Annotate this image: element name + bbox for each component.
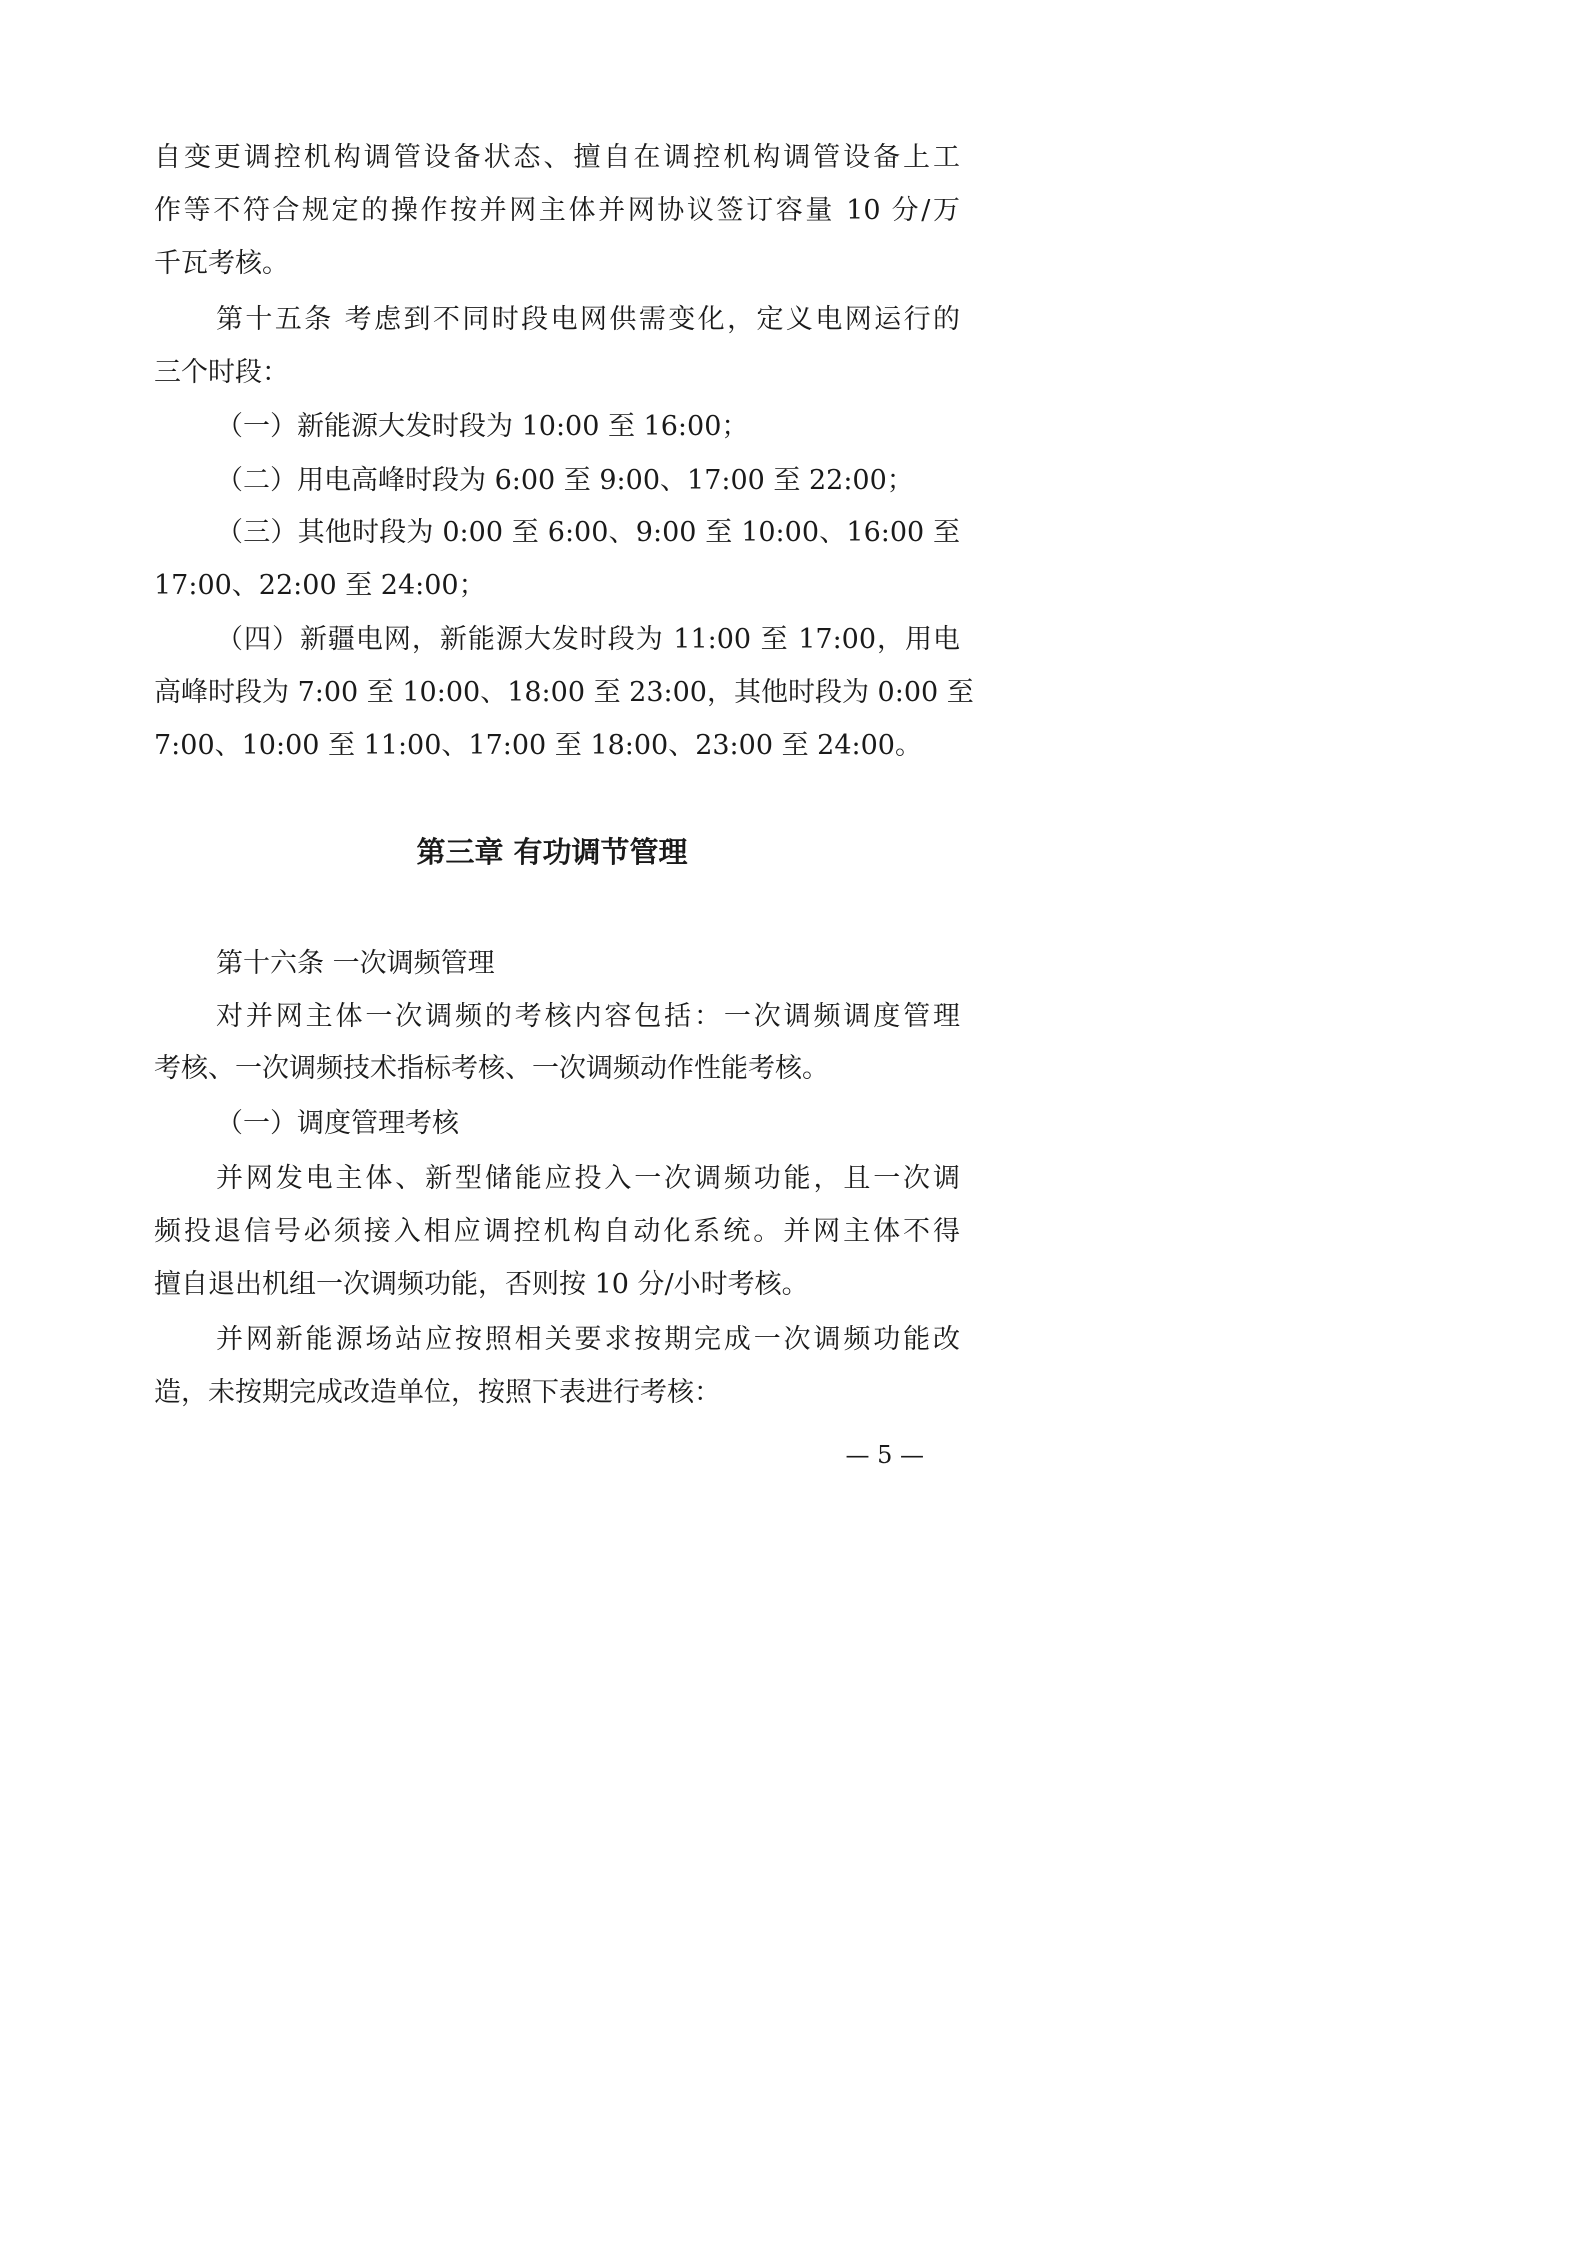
- paragraph-line: 7:00、10:00 至 11:00、17:00 至 18:00、23:00 至 24:00。: [154, 730, 922, 761]
- paragraph-line: 作等不符合规定的操作按并网主体并网协议签订容量 10 分/万: [154, 195, 960, 226]
- subsection-heading: （一）调度管理考核: [216, 1108, 459, 1139]
- paragraph-line: 千瓦考核。: [154, 248, 289, 279]
- paragraph-line: 三个时段：: [154, 357, 289, 388]
- list-item-2: （二）用电高峰时段为 6:00 至 9:00、17:00 至 22:00；: [216, 465, 914, 496]
- page-number: — 5 —: [845, 1441, 924, 1469]
- paragraph-line: 并网发电主体、新型储能应投入一次调频功能，且一次调: [216, 1163, 960, 1194]
- paragraph-line: 并网新能源场站应按照相关要求按期完成一次调频功能改: [216, 1324, 960, 1355]
- paragraph-line: 17:00、22:00 至 24:00；: [154, 570, 486, 601]
- list-item-4: （四）新疆电网，新能源大发时段为 11:00 至 17:00，用电: [216, 624, 960, 655]
- article-15-line: 第十五条 考虑到不同时段电网供需变化，定义电网运行的: [216, 304, 960, 335]
- paragraph-line: 高峰时段为 7:00 至 10:00、18:00 至 23:00，其他时段为 0:00 至: [154, 677, 974, 708]
- list-item-1: （一）新能源大发时段为 10:00 至 16:00；: [216, 411, 749, 442]
- paragraph-line: 造，未按期完成改造单位，按照下表进行考核：: [154, 1377, 721, 1408]
- paragraph-line: 频投退信号必须接入相应调控机构自动化系统。并网主体不得: [154, 1216, 960, 1247]
- paragraph-line: 考核、一次调频技术指标考核、一次调频动作性能考核。: [154, 1053, 829, 1084]
- chapter-heading: 第三章 有功调节管理: [416, 835, 688, 869]
- paragraph-line: 自变更调控机构调管设备状态、擅自在调控机构调管设备上工: [154, 142, 960, 173]
- paragraph-line: 对并网主体一次调频的考核内容包括：一次调频调度管理: [216, 1001, 960, 1032]
- article-16-line: 第十六条 一次调频管理: [216, 948, 495, 979]
- document-page: [0, 0, 1104, 1562]
- list-item-3: （三）其他时段为 0:00 至 6:00、9:00 至 10:00、16:00 至: [216, 517, 960, 548]
- paragraph-line: 擅自退出机组一次调频功能，否则按 10 分/小时考核。: [154, 1269, 809, 1300]
